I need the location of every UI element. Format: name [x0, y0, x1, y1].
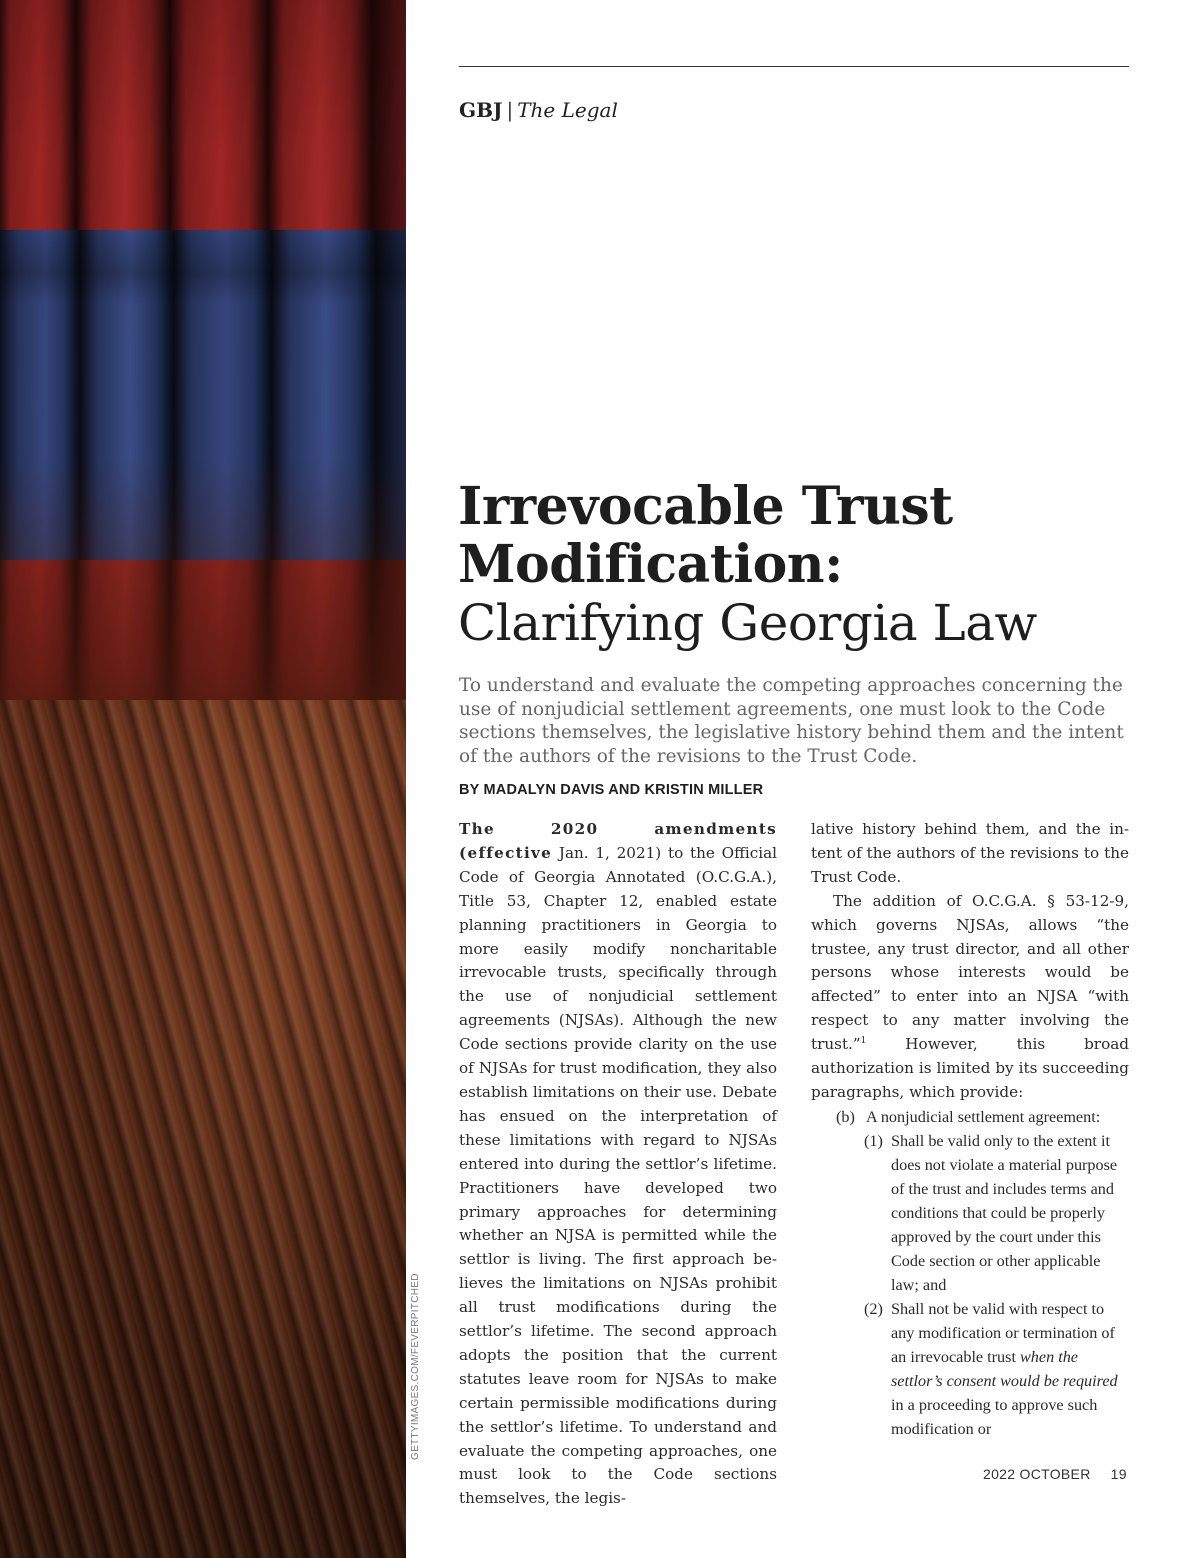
quote-text-part: Shall not be valid with respect to any modification or termination of an irrevocable trust	[891, 1300, 1115, 1366]
header-rule	[459, 66, 1129, 67]
body-column-2	[811, 818, 1129, 1105]
body-paragraph: lative history behind them, and the intent of the authors of the revisions to the Trust Code.	[811, 820, 1129, 886]
section-name: The Legal	[517, 98, 618, 122]
quote-label: (b)	[836, 1108, 855, 1126]
photo-shading	[0, 0, 406, 760]
body-text: However, this broad authorization is limited by its succeeding paragraphs, which provide:	[811, 1035, 1129, 1101]
lead-in: The 2020 amendments (effective	[459, 820, 777, 862]
body-text: The addition of O.C.G.A. § 53-12-9, which governs NJSAs, allows “the trustee, any trust director, and all other persons whose interests would be affected” to enter into an NJSA “with respect to any matter involving the trust.”	[811, 891, 1129, 1054]
body-paragraph	[811, 890, 1129, 1105]
quote-item-1	[864, 1129, 1136, 1297]
footnote-marker: 1	[860, 1036, 867, 1047]
photo-credit-text: GETTYIMAGES.COM/FEVERPITCHED	[410, 1273, 421, 1460]
cover-photo-law-books	[0, 0, 406, 1558]
article-title	[458, 478, 1158, 652]
quote-emphasis: when the settlor’s consent would be required	[891, 1348, 1118, 1390]
article-deck: To understand and evaluate the competing approaches concerning the use of nonjudicial settlement agreements, one must look to the Code sections themselves, the legislative history behind them and the intent of the authors of the revisions to the Trust Code.	[459, 675, 1124, 767]
body-paragraph	[459, 818, 777, 1511]
section-header	[459, 98, 618, 122]
publication-name: GBJ	[459, 98, 503, 122]
quote-text-part: in a proceeding to approve such modification or	[891, 1396, 1098, 1438]
quote-text	[891, 1297, 1131, 1441]
page-footer	[983, 1466, 1127, 1482]
quote-label: (2)	[864, 1300, 883, 1318]
body-column-1	[459, 818, 777, 1511]
body-text: Jan. 1, 2021) to the Official Code of Georgia Annotated (O.C.G.A.), Title 53, Chapter 12, enabled estate planning practitioners in Georgia to more easily modify noncharitable irrevocable trusts, specifically through the use of nonjudicial settlement agreements (NJSAs). Although the new Code sections provide clarity on the use of NJSAs for trust modification, they also establish limitations on their use. Debate has ensued on the interpretation of these limitations with regard to NJSAs entered into during the settlor’s lifetime. Practitioners have developed two primary approaches for determining whether an NJSA is permitted while the settlor is living. The first approach believes the limitations on NJSAs prohibit all trust modifications during the settlor’s lifetime. The second approach adopts the position that the current statutes leave room for NJSAs to make certain permissible modifications during the settlor’s lifetime. To understand and evaluate the competing approaches, one must look to the Code sections themselves, the legis-	[459, 843, 777, 1508]
quote-item-2	[864, 1297, 1136, 1441]
page-number: 19	[1110, 1466, 1127, 1482]
title-line-2: Modification:	[458, 534, 843, 595]
statute-quote	[836, 1105, 1136, 1441]
header-separator: |	[506, 98, 514, 122]
wood-table-surface	[0, 700, 406, 1558]
quote-label: (1)	[864, 1132, 883, 1150]
quote-text: A nonjudicial settlement agreement:	[866, 1108, 1101, 1126]
article-byline: BY MADALYN DAVIS AND KRISTIN MILLER	[459, 782, 764, 798]
title-line-1: Irrevocable Trust	[458, 476, 953, 537]
photo-credit	[410, 1270, 424, 1460]
issue-date: 2022 OCTOBER	[983, 1466, 1091, 1482]
quote-item-b	[836, 1105, 1136, 1129]
quote-text: Shall be valid only to the extent it does not violate a material purpose of the trust and includes terms and conditions that could be properly approved by the court under this Code section or other applicable law; and	[891, 1132, 1118, 1294]
title-line-3: Clarifying Georgia Law	[458, 594, 1037, 652]
